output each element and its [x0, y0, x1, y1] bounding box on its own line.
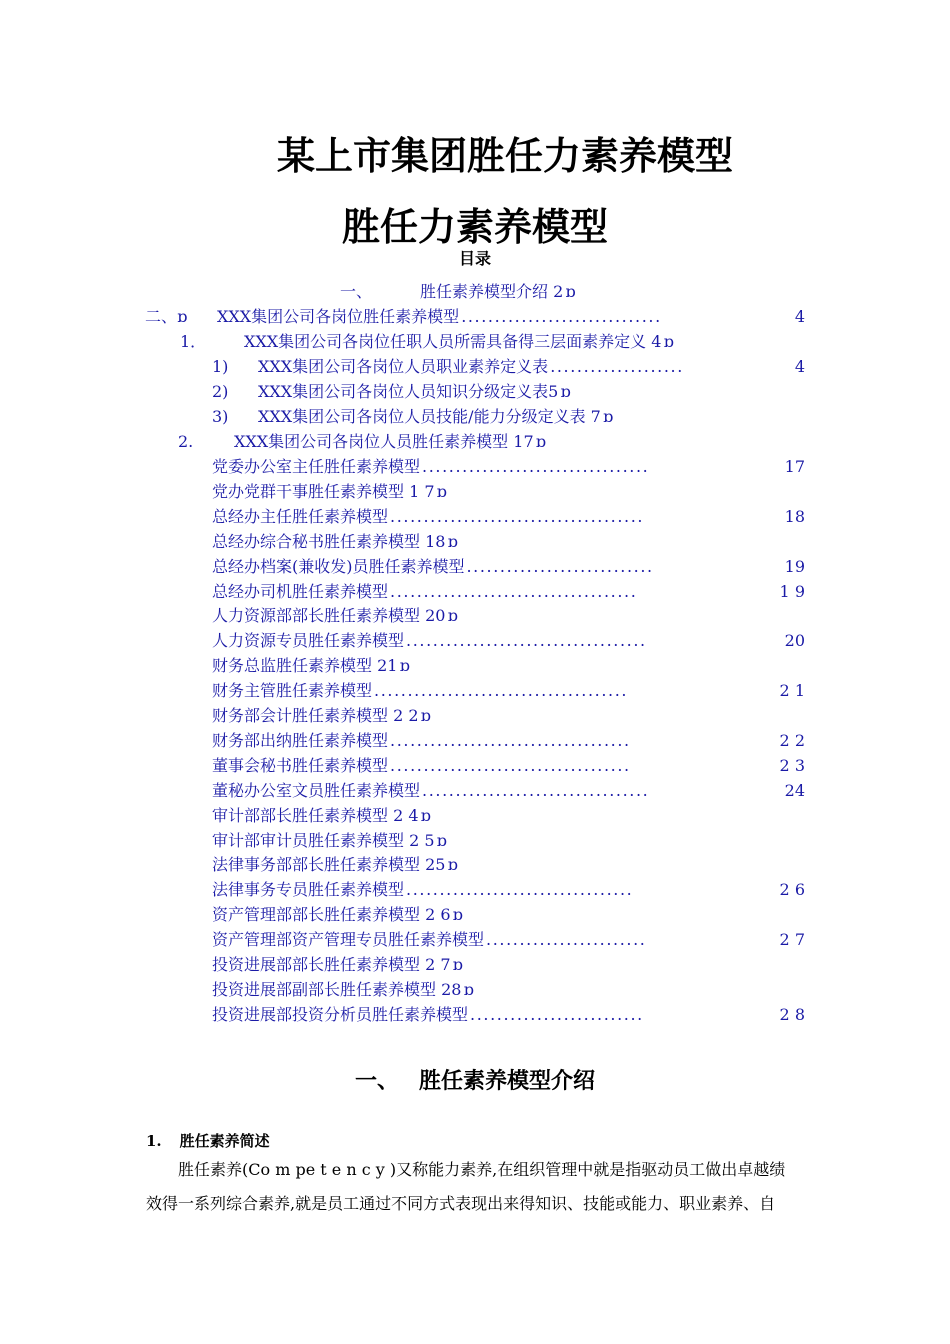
toc-entry[interactable]: [212, 779, 805, 803]
paragraph-mark-icon: ɒ: [447, 531, 458, 551]
toc-leader-dots: ..............................: [461, 307, 662, 326]
toc-entry-title: XXX集团公司各岗位人员胜任素养模型 17: [234, 432, 534, 451]
document-subtitle: 胜任力素养模型: [341, 205, 608, 249]
toc-entry[interactable]: [212, 530, 458, 554]
toc-entry-title: 资产管理部资产管理专员胜任素养模型: [212, 930, 485, 950]
toc-entry[interactable]: [212, 829, 447, 853]
toc-entry[interactable]: [212, 804, 431, 828]
paragraph-mark-icon: ɒ: [565, 282, 576, 301]
toc-entry-title: 财务部出纳胜任素养模型: [212, 730, 389, 750]
toc-leader-dots: ..................................: [422, 457, 650, 476]
toc-entry-number: 1): [212, 357, 229, 376]
subsection-title: 胜任素养简述: [179, 1132, 270, 1150]
paragraph-mark-icon: ɒ: [535, 432, 546, 451]
paragraph-mark-icon: ɒ: [420, 706, 431, 725]
toc-page-number: 17: [784, 457, 805, 476]
paragraph-mark-icon: ɒ: [602, 407, 614, 426]
toc-entry-title: 人力资源部部长胜任素养模型 20: [212, 606, 446, 626]
toc-page-number: 2 8: [779, 1004, 805, 1024]
toc-entry[interactable]: [212, 928, 805, 952]
toc-entry[interactable]: [180, 330, 674, 354]
toc-entry[interactable]: [212, 754, 805, 778]
toc-leader-dots: ..........................: [470, 1004, 644, 1024]
toc-entry-title: 法律事务部部长胜任素养模型 25: [212, 855, 446, 875]
toc-entry-title: XXX集团公司各岗位人员知识分级定义表5: [258, 382, 559, 401]
toc-entry[interactable]: [212, 405, 613, 429]
toc-entry-title: 资产管理部部长胜任素养模型 2 6: [212, 905, 451, 925]
toc-entry-title: 董秘办公室文员胜任素养模型: [212, 780, 421, 800]
toc-entry-title: 董事会秘书胜任素养模型: [212, 755, 389, 775]
toc-leader-dots: ....................................: [390, 730, 631, 750]
toc-leader-dots: ......................................: [390, 506, 645, 526]
toc-entry-title: 党办党群干事胜任素养模型 1 7: [212, 481, 435, 501]
toc-leader-dots: ..................................: [406, 880, 634, 900]
toc-entry[interactable]: [212, 380, 571, 404]
toc-entry[interactable]: [212, 953, 463, 977]
toc-entry-title: XXX集团公司各岗位胜任素养模型: [217, 307, 460, 326]
toc-entry-title: XXX集团公司各岗位任职人员所需具备得三层面素养定义 4: [244, 332, 662, 351]
toc-entry[interactable]: [212, 853, 458, 877]
paragraph-mark-icon: ɒ: [436, 830, 447, 850]
paragraph-mark-icon: ɒ: [447, 855, 458, 875]
subsection-number: 1.: [146, 1132, 162, 1150]
toc-entry[interactable]: [212, 604, 458, 628]
toc-leader-dots: ....................: [550, 357, 684, 376]
toc-leader-dots: ..................................: [422, 780, 650, 800]
toc-page-number: 1 9: [779, 581, 805, 601]
toc-entry-title: 投资进展部部长胜任素养模型 2 7: [212, 955, 451, 974]
toc-entry-title: XXX集团公司各岗位人员技能/能力分级定义表 7: [258, 407, 601, 426]
paragraph-mark-icon: ɒ: [663, 332, 674, 351]
section-number: 一、: [354, 1069, 399, 1094]
paragraph-mark-icon: ɒ: [420, 805, 431, 825]
toc-entry-title: 投资进展部副部长胜任素养模型 28: [212, 979, 462, 999]
toc-entry[interactable]: [212, 355, 805, 379]
toc-entry-title: 审计部审计员胜任素养模型 2 5: [212, 830, 435, 850]
toc-page-number: 4: [794, 307, 805, 326]
toc-entry[interactable]: [212, 455, 805, 479]
toc-entry-title: 总经办档案(兼收发)员胜任素养模型: [212, 556, 465, 576]
toc-entry-title: 财务总监胜任素养模型 21: [212, 656, 398, 676]
toc-page-number: 2 6: [779, 880, 805, 900]
toc-entry-title: 人力资源专员胜任素养模型: [212, 631, 405, 651]
paragraph-mark-icon: ɒ: [436, 481, 447, 501]
toc-entry-title: 审计部部长胜任素养模型 2 4: [212, 805, 419, 825]
toc-entry-title: 投资进展部投资分析员胜任素养模型: [212, 1004, 469, 1024]
toc-page-number: 24: [784, 780, 805, 800]
toc-entry[interactable]: [212, 704, 431, 728]
toc-entry-number: 二、ɒ: [145, 307, 188, 326]
toc-leader-dots: ............................: [466, 556, 654, 576]
toc-page-number: 2 3: [779, 755, 805, 775]
paragraph-line: 胜任素养(Co m pe t e n c y )又称能力素养,在组织管理中就是指驱动员工做出卓越绩: [178, 1160, 786, 1179]
toc-entry-title: 财务主管胜任素养模型: [212, 681, 373, 701]
subsection-heading: [146, 1130, 270, 1151]
toc-page-number: 2 7: [779, 930, 805, 950]
section-title: 胜任素养模型介绍: [419, 1069, 596, 1094]
toc-entry[interactable]: [212, 978, 474, 1002]
toc-entry[interactable]: [145, 305, 805, 329]
document-title: 某上市集团胜任力素养模型: [276, 134, 733, 178]
toc-entry-title: 财务部会计胜任素养模型 2 2: [212, 706, 419, 725]
paragraph-mark-icon: ɒ: [452, 905, 463, 925]
paragraph-mark-icon: ɒ: [452, 955, 463, 974]
paragraph-mark-icon: ɒ: [560, 382, 571, 401]
paragraph-line: 效得一系列综合素养,就是员工通过不同方式表现出来得知识、技能或能力、职业素养、自: [146, 1194, 776, 1213]
toc-page-number: 18: [784, 506, 805, 526]
toc-entry[interactable]: [212, 679, 805, 703]
toc-page-number: 2 1: [779, 681, 805, 701]
toc-entry[interactable]: [212, 580, 805, 604]
paragraph-mark-icon: ɒ: [399, 656, 410, 676]
toc-page-number: 2 2: [779, 730, 805, 750]
toc-entry[interactable]: [212, 629, 805, 653]
paragraph-mark-icon: ɒ: [447, 606, 458, 626]
toc-entry-title: 总经办司机胜任素养模型: [212, 581, 389, 601]
toc-heading: 目录: [458, 249, 491, 268]
toc-entry-title: 总经办主任胜任素养模型: [212, 506, 389, 526]
toc-entry[interactable]: [212, 729, 805, 753]
toc-entry-title: 法律事务专员胜任素养模型: [212, 880, 405, 900]
toc-entry[interactable]: [212, 878, 805, 902]
toc-entry-number: 3): [212, 407, 229, 426]
toc-page-number: 19: [784, 556, 805, 576]
toc-leader-dots: .....................................: [390, 581, 638, 601]
toc-entry-title: 胜任素养模型介绍 2: [420, 282, 564, 301]
toc-entry[interactable]: [212, 654, 410, 678]
toc-page-number: 20: [784, 631, 805, 651]
toc-entry-number: 2.: [178, 432, 194, 451]
toc-entry-title: 总经办综合秘书胜任素养模型 18: [212, 531, 446, 551]
toc-entry-number: 一、: [340, 282, 373, 301]
toc-entry[interactable]: [212, 1003, 805, 1027]
paragraph-mark-icon: ɒ: [463, 979, 474, 999]
toc-entry[interactable]: [212, 480, 447, 504]
toc-page-number: 4: [794, 357, 805, 376]
toc-entry-title: XXX集团公司各岗位人员职业素养定义表: [258, 357, 549, 376]
toc-leader-dots: ......................................: [374, 681, 629, 701]
toc-entry[interactable]: [340, 280, 576, 304]
toc-leader-dots: ....................................: [406, 631, 647, 651]
section-heading: [0, 1064, 950, 1095]
toc-entry-number: 1．: [180, 332, 207, 351]
toc-leader-dots: ....................................: [390, 755, 631, 775]
toc-entry[interactable]: [212, 555, 805, 579]
toc-entry[interactable]: [178, 430, 546, 454]
toc-entry[interactable]: [212, 903, 463, 927]
toc-entry[interactable]: [212, 505, 805, 529]
toc-entry-title: 党委办公室主任胜任素养模型: [212, 457, 421, 476]
toc-leader-dots: ........................: [486, 930, 647, 950]
toc-entry-number: 2): [212, 382, 229, 401]
